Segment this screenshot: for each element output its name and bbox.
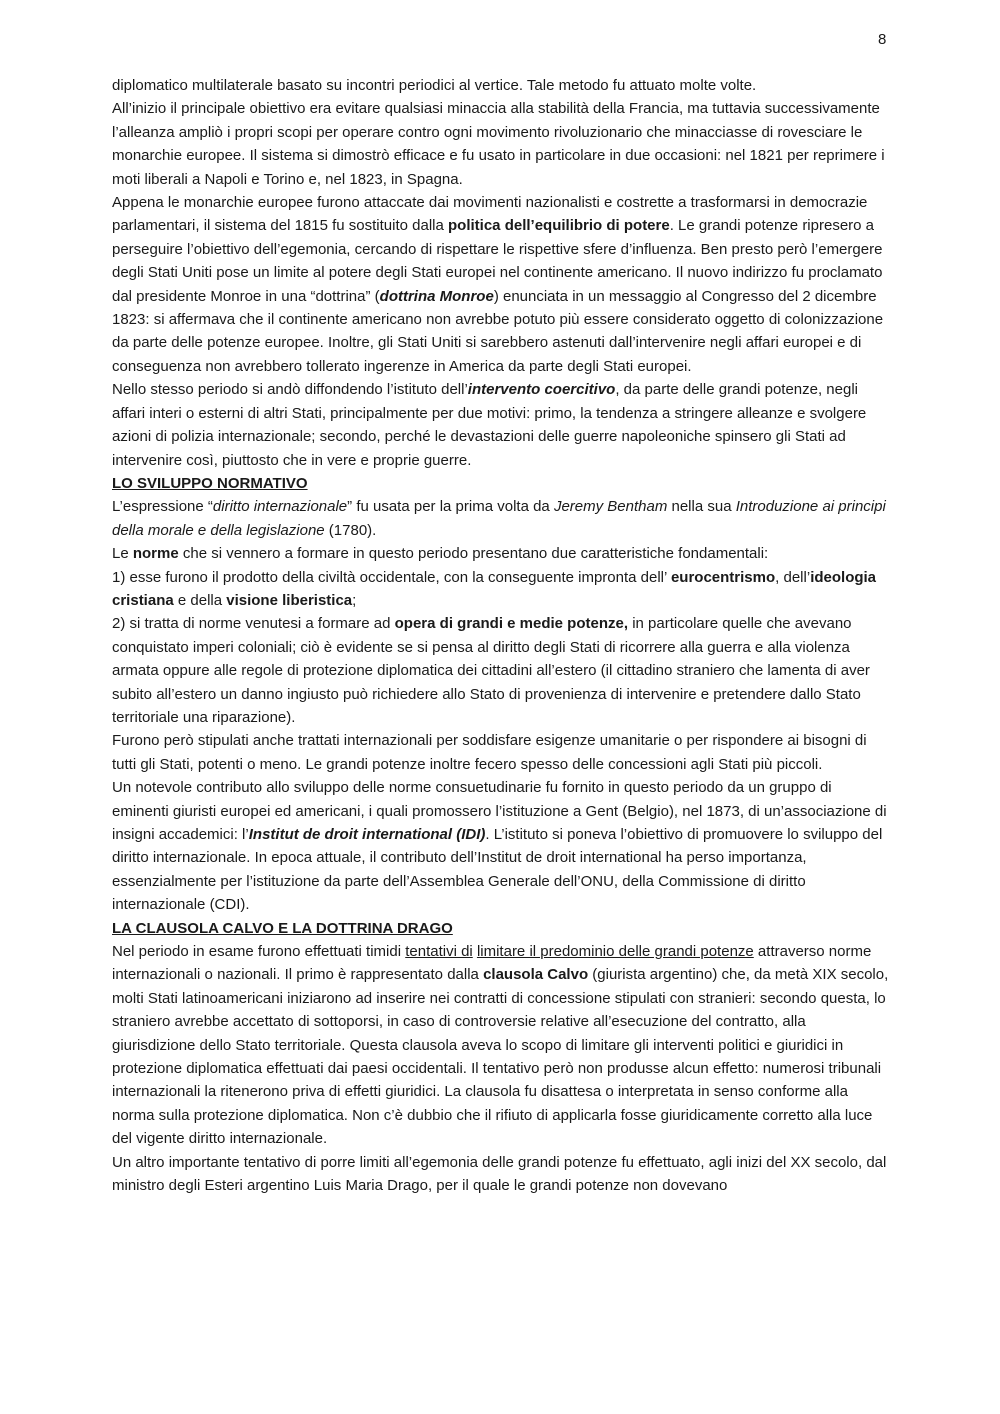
paragraph — [112, 940, 892, 1151]
section-heading — [112, 917, 892, 940]
text-run: ” fu usata per la prima volta da — [347, 498, 554, 516]
text-run: 2) si tratta di norme venutesi a formare ad — [112, 615, 395, 633]
text-run: diplomatico multilaterale basato su incontri periodici al vertice. Tale metodo fu attuato molte volte. — [112, 77, 757, 94]
paragraph — [112, 612, 892, 729]
text-run: Appena le monarchie europee furono attaccate dai movimenti nazionalisti e costrette a trasformarsi in democrazie parlamentari, il sistema del 1815 fu sostituito dalla — [112, 194, 868, 235]
text-run: (giurista argentino) che, da metà XIX secolo, molti Stati latinoamericani iniziarono ad inserire nei contratti di concessione stipulati con stranieri: secondo questa, lo straniero avrebbe accettato di sottoporsi, in caso di controversie relative all’esecuzione del contratto, alla giurisdizione dello Stato territoriale. Questa clausola aveva lo scopo di limitare gli interventi politici e giuridici in protezione diplomatica effettuati dai paesi occidentali. Il tentativo però non produsse alcun effetto: numerosi tribunali internazionali la ritenerono priva di effetti giuridici. La clausola fu disattesa o interpretata in senso conforme alla norma sulla protezione diplomatica. Non c’è dubbio che il rifiuto di applicarla fosse giuridicamente corretto alla luce del vigente diritto internazionale. — [112, 966, 889, 1148]
text-run: Le — [112, 545, 133, 563]
section-heading — [112, 472, 892, 495]
paragraph — [112, 566, 892, 613]
text-run: diritto internazionale — [212, 498, 348, 516]
text-run: (1780). — [324, 521, 377, 539]
paragraph — [112, 74, 892, 97]
text-run: tentativi di — [405, 943, 473, 961]
text-run: , dell’ — [775, 568, 811, 586]
text-run: Jeremy Bentham — [553, 498, 668, 516]
paragraph — [112, 1151, 892, 1198]
text-run: ideologia cristiana — [112, 568, 877, 609]
text-run: Un altro importante tentativo di porre limiti all’egemonia delle grandi potenze fu effettuato, agli inizi del XX secolo, dal ministro degli Esteri argentino Luis Maria Drago, per il quale le grandi potenze non dovevano — [112, 1153, 887, 1195]
text-run: norme — [132, 545, 179, 563]
text-run: Un notevole contributo allo sviluppo delle norme consuetudinarie fu fornito in questo periodo da un gruppo di eminenti giuristi europei ed americani, i quali promossero l’istituzione a Gent (Belgio), nel 1873, di un’associazione di insigni accademici: l’ — [112, 779, 887, 843]
text-run: clausola Calvo — [483, 966, 589, 984]
text-run: eurocentrismo — [670, 568, 776, 586]
text-run: Institut de droit international (IDI) — [248, 826, 486, 843]
text-run: ; — [352, 591, 357, 609]
text-run: Introduzione ai principi della morale e della legislazione — [112, 498, 886, 539]
text-run: intervento coercitivo — [467, 381, 616, 399]
text-run: opera di grandi e medie potenze, — [394, 615, 629, 633]
text-run: Furono però stipulati anche trattati internazionali per soddisfare esigenze umanitarie o per rispondere ai bisogni di tutti gli Stati, potenti o meno. Le grandi potenze inoltre fecero spesso delle concessioni agli Stati più piccoli. — [112, 732, 867, 773]
text-run: All’inizio il principale obiettivo era evitare qualsiasi minaccia alla stabilità della Francia, ma tuttavia successivamente l’alleanza ampliò i propri scopi per operare contro ogni movimento rivoluzionario che minacciasse di rovesciare le monarchie europee. Il sistema si dimostrò efficace e fu usato in particolare in due occasioni: nel 1821 per reprimere i moti liberali a Napoli e Torino e, nel 1823, in Spagna. — [112, 100, 885, 188]
paragraph — [112, 776, 892, 916]
paragraph — [112, 495, 892, 542]
text-run: limitare il predominio delle grandi potenze — [476, 943, 754, 961]
text-run: attraverso norme internazionali o nazionali. Il primo è rappresentato dalla — [112, 943, 872, 984]
paragraph — [112, 97, 892, 191]
paragraph — [112, 729, 892, 776]
text-run: politica dell’equilibrio di potere — [448, 217, 670, 235]
text-run: dottrina Monroe — [379, 287, 494, 305]
text-run: Nello stesso periodo si andò diffondendo l’istituto dell’ — [112, 381, 468, 399]
paragraph — [112, 542, 892, 565]
text-run: LA CLAUSOLA CALVO E LA DOTTRINA DRAGO — [112, 919, 453, 937]
paragraph — [112, 191, 892, 378]
document-body — [112, 74, 892, 1198]
text-run: 1) esse furono il prodotto della civiltà occidentale, con la conseguente impronta dell’ — [112, 568, 671, 586]
text-run: L’espressione “ — [112, 498, 213, 516]
text-run: . L’istituto si poneva l’obiettivo di promuovere lo sviluppo del diritto internazionale. In epoca attuale, il contributo dell’Institut de droit international ha perso importanza, essenzialmente per l’istituzione da parte dell’Assemblea Generale dell’ONU, della Commissione di diritto internazionale (CDI). — [112, 826, 883, 914]
text-run: Nel periodo in esame furono effettuati timidi — [112, 943, 406, 961]
page-number: 8 — [878, 31, 887, 48]
text-run: visione liberistica — [226, 591, 353, 609]
text-run: , da parte delle grandi potenze, negli affari interi o esterni di altri Stati, principalmente per due motivi: primo, la tendenza a stringere alleanze e svolgere azioni di polizia internazionale; secondo, perché le devastazioni delle guerre napoleoniche spinsero gli Stati ad intervenire così, piuttosto che in vere e proprie guerre. — [112, 381, 867, 469]
text-run: che si vennero a formare in questo periodo presentano due caratteristiche fondamentali: — [178, 545, 769, 563]
text-run: ) enunciata in un messaggio al Congresso del 2 dicembre 1823: si affermava che il continente americano non avrebbe potuto più essere considerato oggetto di colonizzazione da parte delle potenze europee. Inoltre, gli Stati Uniti si sarebbero astenuti dall’intervenire negli affari europei e di conseguenza non avrebbero tollerato ingerenze in America da parte degli Stati europei. — [112, 287, 884, 375]
text-run: LO SVILUPPO NORMATIVO — [112, 474, 308, 492]
text-run: nella sua — [667, 498, 736, 516]
text-run: in particolare quelle che avevano conquistato imperi coloniali; ciò è evidente se si pensa al diritto degli Stati di ricorrere alla guerra e alla violenza armata oppure alle regole di protezione diplomatica dei cittadini all’estero (il cittadino straniero che lamenta di aver subito all’estero un danno ingiusto può richiedere allo Stato di provenienza di intervenire e pretendere dallo Stato territoriale una riparazione). — [112, 615, 870, 726]
text-run: e della — [173, 591, 227, 609]
text-run: . Le grandi potenze ripresero a perseguire l’obiettivo dell’egemonia, cercando di rispettare le rispettive sfere d’influenza. Ben presto però l’emergere degli Stati Uniti pose un limite al potere degli Stati europei nel continente americano. Il nuovo indirizzo fu proclamato dal presidente Monroe in una “dottrina” ( — [112, 217, 883, 305]
paragraph — [112, 378, 892, 472]
